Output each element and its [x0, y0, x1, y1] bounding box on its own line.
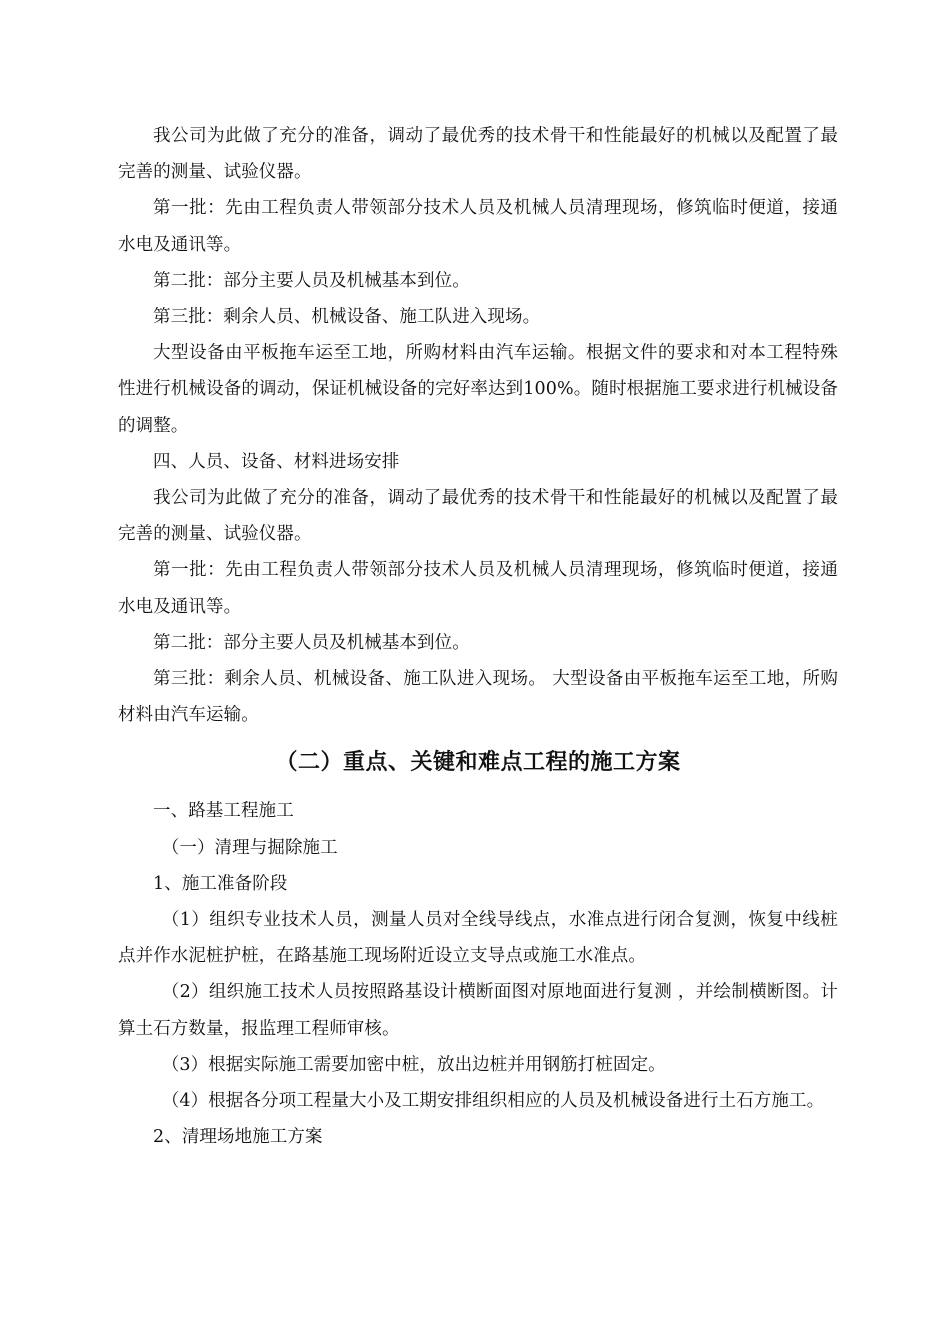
- list-item: （3）根据实际施工需要加密中桩，放出边桩并用钢筋打桩固定。: [161, 1054, 666, 1075]
- subheading: （一）清理与掘除施工: [161, 837, 338, 858]
- subheading: 2、清理场地施工方案: [153, 1127, 323, 1148]
- list-item: （1）组织专业技术人员，测量人员对全线导线点，水准点进行闭合复测，恢复中线桩点并作水泥桩护桩，在路基施工现场附近设立支导点或施工水准点。: [118, 910, 838, 967]
- paragraph: 大型设备由平板拖车运至工地，所购材料由汽车运输。根据文件的要求和对本工程特殊性进行机械设备的调动，保证机械设备的完好率达到100%。随时根据施工要求进行机械设备的调整。: [118, 343, 838, 436]
- paragraph: 我公司为此做了充分的准备，调动了最优秀的技术骨干和性能最好的机械以及配置了最完善的测量、试验仪器。: [118, 488, 838, 545]
- subheading: 1、施工准备阶段: [153, 873, 288, 894]
- paragraph: 第三批：剩余人员、机械设备、施工队进入现场。 大型设备由平板拖车运至工地，所购材料由汽车运输。: [118, 669, 838, 726]
- list-item: （2）组织施工技术人员按照路基设计横断面图对原地面进行复测 ，并绘制横断图。计算土石方数量，报监理工程师审核。: [118, 982, 838, 1039]
- paragraph: 我公司为此做了充分的准备，调动了最优秀的技术骨干和性能最好的机械以及配置了最完善的测量、试验仪器。: [118, 126, 838, 183]
- paragraph: 第一批：先由工程负责人带领部分技术人员及机械人员清理现场，修筑临时便道，接通水电及通讯等。: [118, 198, 838, 255]
- subheading: 一、路基工程施工: [153, 801, 294, 822]
- subheading: 四、人员、设备、材料进场安排: [153, 451, 400, 472]
- paragraph: 第三批：剩余人员、机械设备、施工队进入现场。: [153, 307, 541, 328]
- section-title: （二）重点、关键和难点工程的施工方案: [275, 750, 681, 776]
- list-item: （4）根据各分项工程量大小及工期安排组织相应的人员及机械设备进行土石方施工。: [161, 1091, 825, 1112]
- paragraph: 第二批：部分主要人员及机械基本到位。: [153, 270, 470, 291]
- paragraph: 第一批：先由工程负责人带领部分技术人员及机械人员清理现场，修筑临时便道，接通水电及通讯等。: [118, 560, 838, 617]
- document-page: [118, 118, 838, 1155]
- paragraph: 第二批：部分主要人员及机械基本到位。: [153, 632, 470, 653]
